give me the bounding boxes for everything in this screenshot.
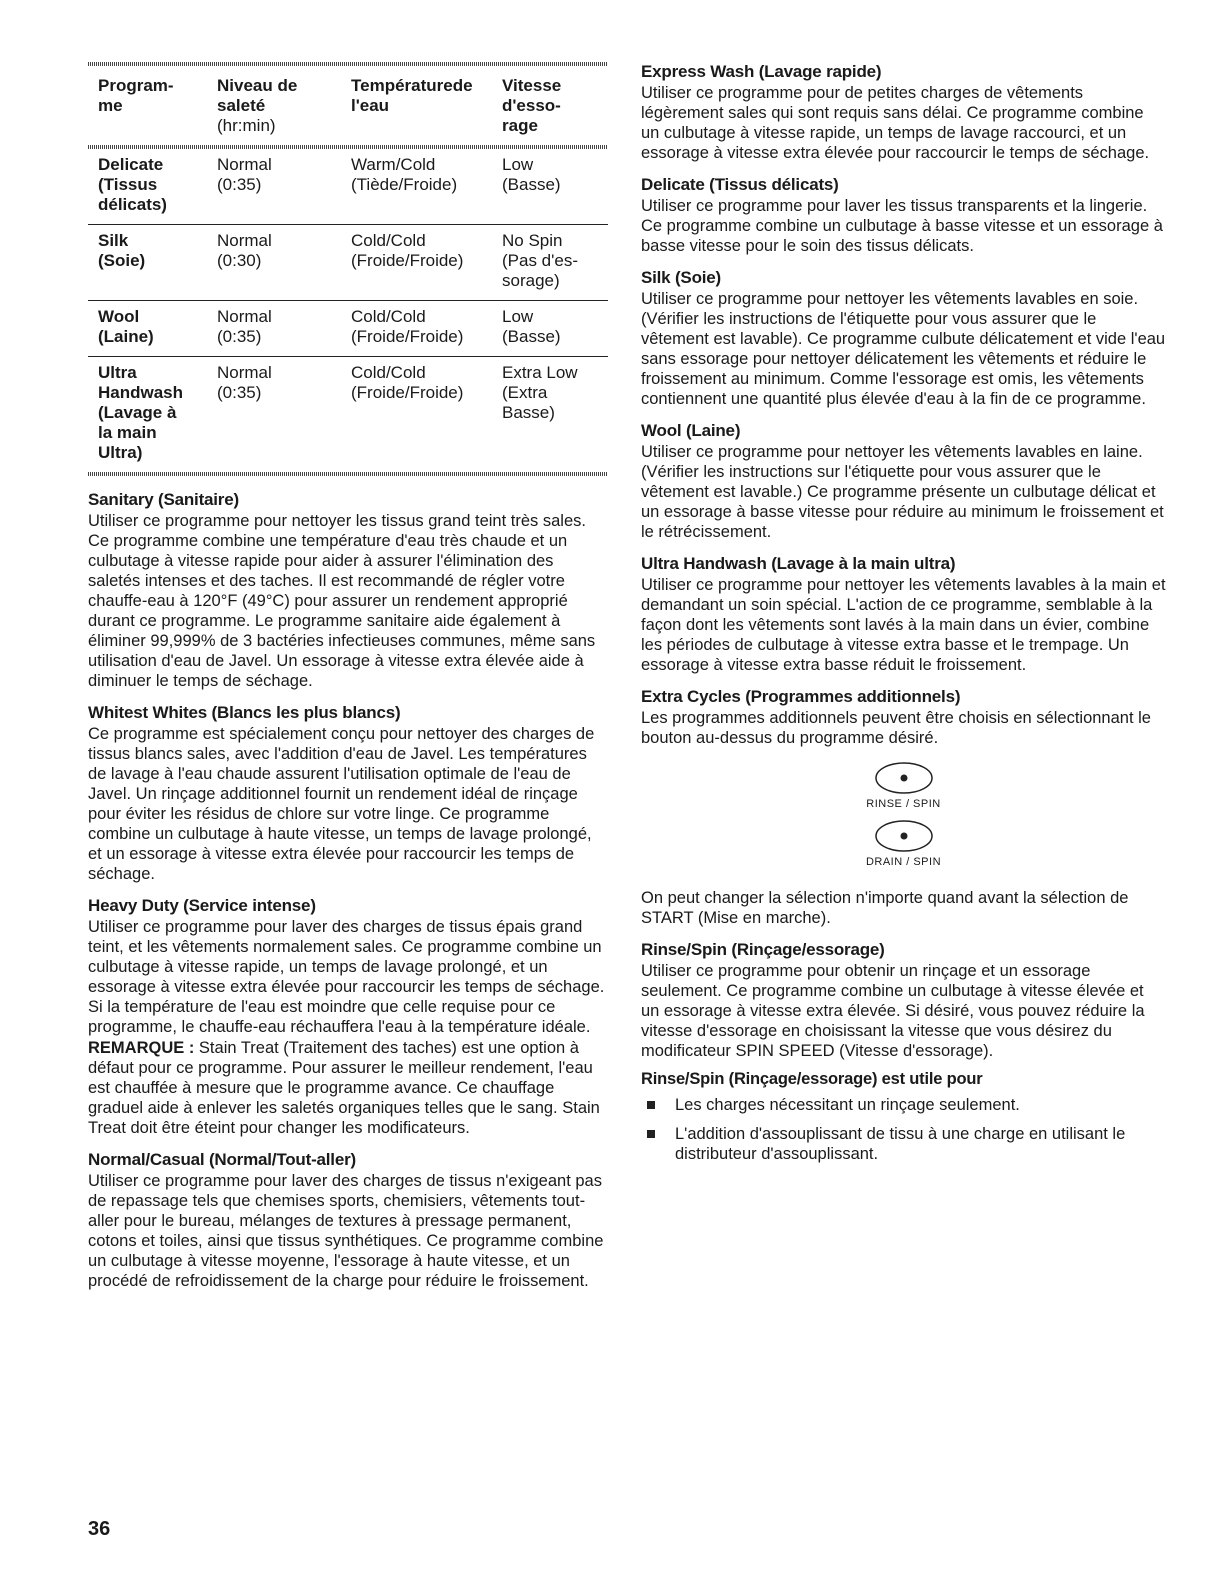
section-body: Utiliser ce programme pour laver des charges de tissus épais grand teint, et les vêtements normalement sales. Ce programme combine un culbutage à vitesse rapide, un temps de lavage prolongé, et un essorage à vitesse extra élevée pour raccourcir les temps de séchage. Si la température de l'eau est moindre que celle requise pour ce programme, le chauffe-eau réchauffera l'eau à la température idéale. <box>88 918 605 1036</box>
cycle-table <box>88 62 608 476</box>
table-row <box>88 301 608 357</box>
section-ultra-handwash <box>641 554 1166 675</box>
cell-soil: Normal (0:30) <box>217 231 272 270</box>
cycle-buttons <box>641 760 1166 868</box>
useful-title: Rinse/Spin (Rinçage/essorage) est utile pour <box>641 1070 983 1088</box>
section-body: Utiliser ce programme pour nettoyer les tissus grand teint très sales. Ce programme combine une température d'eau très chaude et un culbutage à vitesse rapide pour aider à assurer l'élimination des saletés intenses et des taches. Il est recommandé de régler votre chauffe-eau à 120°F (49°C) pour assurer un rendement approprié durant ce programme. Le programme sanitaire aide également à éliminer 99,999% de 3 bactéries infectieuses communes, même sans utilisation d'eau de Javel. Un essorage à vitesse extra élevée aide à diminuer le temps de séchage. <box>88 512 596 690</box>
list-item <box>641 1095 1166 1115</box>
button-ellipse-icon <box>873 760 935 796</box>
section-wool <box>641 421 1166 542</box>
table-header-row <box>88 66 608 145</box>
section-title: Heavy Duty (Service intense) <box>88 896 316 915</box>
drain-spin-button[interactable] <box>641 818 1166 868</box>
rinse-spin-button[interactable] <box>641 760 1166 810</box>
cell-spin: Extra Low (Extra Basse) <box>502 363 578 422</box>
cell-spin: Low (Basse) <box>502 307 561 346</box>
section-body: Utiliser ce programme pour obtenir un rinçage et un essorage seulement. Ce programme combine un culbutage à vitesse élevée et un essorage à vitesse extra élevée. Si désiré, vous pouvez réduire la vitesse d'essorage en choisissant la vitesse que vous désirez du modificateur SPIN SPEED (Vitesse d'essorage). <box>641 962 1145 1060</box>
cell-temp: Cold/Cold (Froide/Froide) <box>351 307 464 346</box>
selection-note <box>641 888 1166 928</box>
cell-temp: Cold/Cold (Froide/Froide) <box>351 363 464 402</box>
note-text: Stain Treat (Traitement des taches) est une option à défaut pour ce programme. Pour assurer le meilleur rendement, l'eau est chauffée à mesure que le programme avance. Ce chauffage graduel aide à enlever les saletés organiques telles que le sang. Stain Treat doit être éteint pour changer les modificateurs. <box>88 1039 600 1137</box>
section-title: Whitest Whites (Blancs les plus blancs) <box>88 703 401 722</box>
section-heavy-duty <box>88 896 608 1138</box>
cell-soil: Normal (0:35) <box>217 155 272 194</box>
header-soil <box>217 76 351 136</box>
section-body: Utiliser ce programme pour nettoyer les vêtements lavables en soie. (Vérifier les instructions de l'étiquette pour vous assurer que le vêtement est lavable). Ce programme culbute délicatement et vide l'eau sans essorage pour nettoyer délicatement les vêtements et réduire le froissement au minimum. Comme l'essorage est omis, les vêtements contiennent une quantité plus élevée d'eau à la fin de ce programme. <box>641 290 1166 408</box>
section-silk <box>641 268 1166 409</box>
section-note <box>88 1038 608 1138</box>
section-body: Les programmes additionnels peuvent être choisis en sélectionnant le bouton au-dessus du programme désiré. <box>641 709 1151 747</box>
cell-spin: No Spin (Pas d'es- sorage) <box>502 231 578 290</box>
useful-list <box>641 1095 1166 1164</box>
section-title: Normal/Casual (Normal/Tout-aller) <box>88 1150 356 1169</box>
cell-spin: Low (Basse) <box>502 155 561 194</box>
section-rinse-spin <box>641 940 1166 1164</box>
selection-note-text: On peut changer la sélection n'importe quand avant la sélection de START (Mise en marche). <box>641 889 1129 927</box>
page-number: 36 <box>88 1518 111 1540</box>
list-item <box>641 1124 1166 1164</box>
bullet-square-icon <box>647 1130 655 1138</box>
header-temp: Températurede l'eau <box>351 76 473 115</box>
table-row <box>88 149 608 225</box>
drain-spin-label: DRAIN / SPIN <box>865 856 942 868</box>
right-column <box>641 62 1166 1176</box>
section-title: Extra Cycles (Programmes additionnels) <box>641 687 961 706</box>
bullet-square-icon <box>647 1101 655 1109</box>
left-column <box>88 62 608 1303</box>
section-sanitary <box>88 490 608 691</box>
table-row <box>88 357 608 472</box>
section-body: Utiliser ce programme pour de petites charges de vêtements légèrement sales qui sont requis sans délai. Ce programme combine un culbutage à vitesse rapide, un temps de lavage raccourci, et un essorage à vitesse extra élevée pour raccourcir le temps de séchage. <box>641 84 1150 162</box>
section-normal-casual <box>88 1150 608 1291</box>
section-whitest-whites <box>88 703 608 884</box>
header-soil-sub: (hr:min) <box>217 116 276 135</box>
section-title: Wool (Laine) <box>641 421 741 440</box>
cell-program: Ultra Handwash (Lavage à la main Ultra) <box>98 363 184 462</box>
section-extra-cycles <box>641 687 1166 748</box>
section-body: Utiliser ce programme pour nettoyer les vêtements lavables à la main et demandant un soin spécial. L'action de ce programme, semblable à la façon dont les vêtements sont lavés à la main dans un évier, combine les périodes de culbutage à vitesse extra basse et le trempage. Un essorage à vitesse extra basse réduit le froissement. <box>641 576 1166 674</box>
section-title: Ultra Handwash (Lavage à la main ultra) <box>641 554 956 573</box>
section-body: Ce programme est spécialement conçu pour nettoyer des charges de tissus blancs sales, avec l'addition d'eau de Javel. Les températures de lavage à l'eau chaude assurent l'utilisation optimale de l'eau de Javel. Un rinçage additionnel fournit un rendement idéal de rinçage pour éviter les résidus de chlore sur votre linge. Ce programme combine un culbutage à haute vitesse, un temps de lavage prolongé, et un essorage à vitesse extra élevée pour raccourcir les temps de séchage. <box>88 725 595 883</box>
table-row <box>88 225 608 301</box>
header-spin: Vitesse d'esso- rage <box>502 76 562 135</box>
section-body: Utiliser ce programme pour nettoyer les vêtements lavables en laine. (Vérifier les instructions sur l'étiquette pour vous assurer que le vêtement est lavable.) Ce programme présente un culbutage délicat et un essorage à basse vitesse pour réduire au minimum le froissement et le rétrécissement. <box>641 443 1164 541</box>
header-soil-label: Niveau de saleté <box>217 76 298 115</box>
cell-program: Wool (Laine) <box>98 307 154 346</box>
section-title: Silk (Soie) <box>641 268 721 287</box>
list-item-text: L'addition d'assouplissant de tissu à une charge en utilisant le distributeur d'assouplissant. <box>675 1125 1126 1163</box>
section-title: Express Wash (Lavage rapide) <box>641 62 882 81</box>
section-title: Rinse/Spin (Rinçage/essorage) <box>641 940 885 959</box>
cell-program: Silk (Soie) <box>98 231 146 270</box>
section-body: Utiliser ce programme pour laver les tissus transparents et la lingerie. Ce programme combine un culbutage à basse vitesse et un essorage à basse vitesse pour le soin des tissus délicats. <box>641 197 1163 255</box>
button-ellipse-icon <box>873 818 935 854</box>
list-item-text: Les charges nécessitant un rinçage seulement. <box>675 1096 1020 1114</box>
section-body: Utiliser ce programme pour laver des charges de tissus n'exigeant pas de repassage tels que chemises sports, chemisiers, vêtements tout-aller pour le bureau, mélanges de textures à pressage permanent, cotons et toiles, ainsi que tissus synthétiques. Ce programme combine un culbutage à vitesse moyenne, l'essorage à haute vitesse, et un procédé de refroidissement de la charge pour réduire le froissement. <box>88 1172 604 1290</box>
rinse-spin-label: RINSE / SPIN <box>866 798 941 810</box>
cell-program: Delicate (Tissus délicats) <box>98 155 167 214</box>
header-program: Program- me <box>98 76 174 115</box>
cell-soil: Normal (0:35) <box>217 363 272 402</box>
section-title: Sanitary (Sanitaire) <box>88 490 239 509</box>
cell-temp: Cold/Cold (Froide/Froide) <box>351 231 464 270</box>
section-delicate <box>641 175 1166 256</box>
cell-soil: Normal (0:35) <box>217 307 272 346</box>
section-express-wash <box>641 62 1166 163</box>
cell-temp: Warm/Cold (Tiède/Froide) <box>351 155 458 194</box>
note-label: REMARQUE : <box>88 1039 195 1057</box>
section-title: Delicate (Tissus délicats) <box>641 175 839 194</box>
